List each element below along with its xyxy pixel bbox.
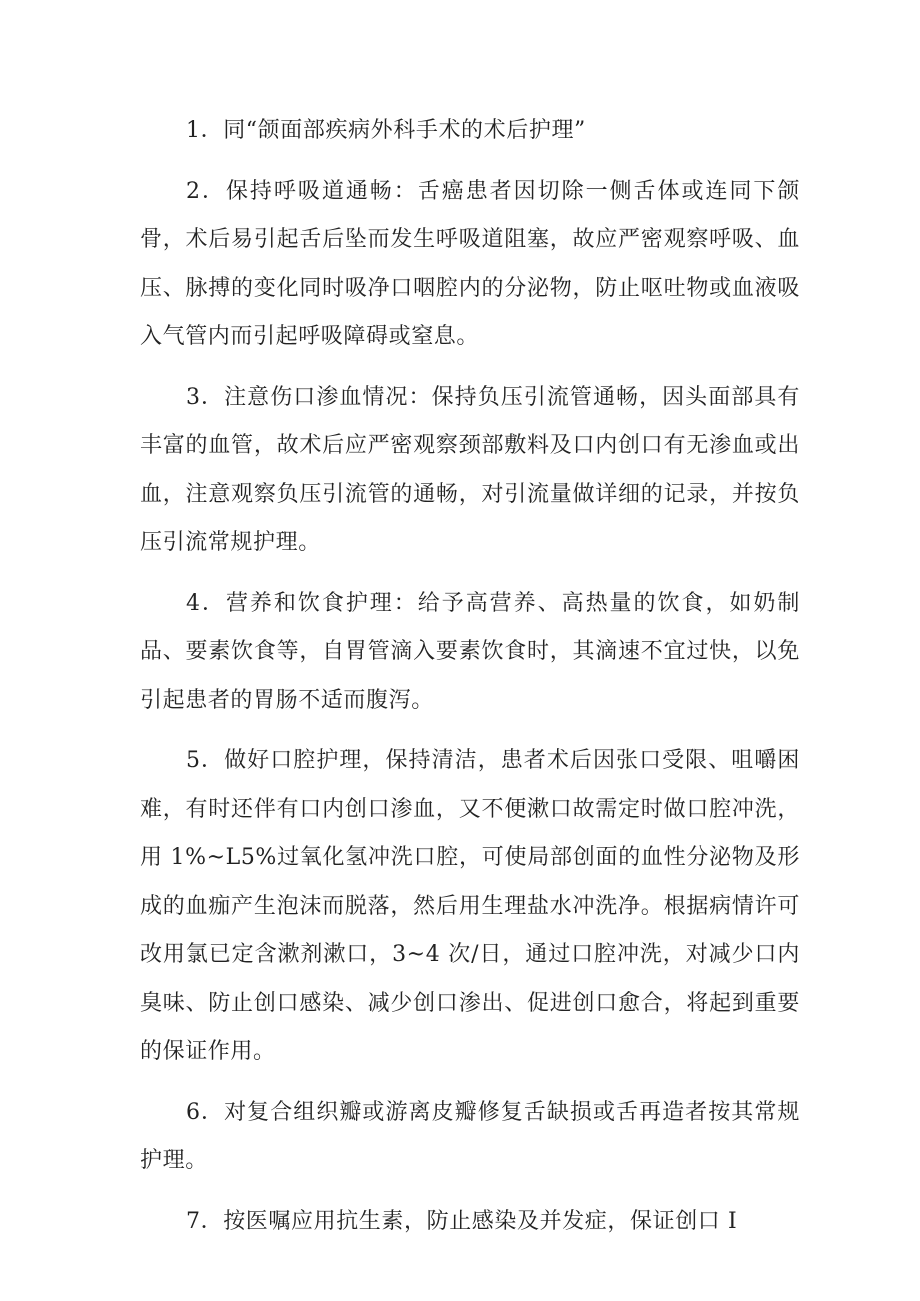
paragraph-4: 4．营养和饮食护理：给予高营养、高热量的饮食，如奶制品、要素饮食等，自胃管滴入要素饮食时，其滴速不宜过快，以免引起患者的胃肠不适而腹泻。 [140, 590, 800, 713]
paragraph-3: 3．注意伤口渗血情况：保持负压引流管通畅，因头面部具有丰富的血管，故术后应严密观察颈部敷料及口内创口有无渗血或出血，注意观察负压引流管的通畅，对引流量做详细的记录，并按负压引流常规护理。 [140, 384, 800, 555]
paragraph-5: 5．做好口腔护理，保持清洁，患者术后因张口受限、咀嚼困难，有时还伴有口内创口渗血，又不便漱口故需定时做口腔冲洗，用 1%~L5%过氧化氢冲洗口腔，可使局部创面的血性分泌物及形成的血痂产生泡沫而脱落，然后用生理盐水冲洗净。根据病情许可改用氯已定含漱剂漱口，3~4 次/日，通过口腔冲洗，对减少口内臭味、防止创口感染、减少创口渗出、促进创口愈合，将起到重要的保证作用。 [140, 748, 800, 1064]
paragraph-2: 2．保持呼吸道通畅：舌癌患者因切除一侧舌体或连同下颌骨，术后易引起舌后坠而发生呼吸道阻塞，故应严密观察呼吸、血压、脉搏的变化同时吸净口咽腔内的分泌物，防止呕吐物或血液吸入气管内而引起呼吸障碍或窒息。 [140, 178, 800, 349]
paragraph-7: 7．按医嘱应用抗生素，防止感染及并发症，保证创口 I [186, 1208, 738, 1234]
document-body [140, 107, 800, 1258]
paragraph-1: 1．同“颌面部疾病外科手术的术后护理” [186, 118, 586, 143]
paragraph-6: 6．对复合组织瓣或游离皮瓣修复舌缺损或舌再造者按其常规护理。 [140, 1099, 800, 1173]
